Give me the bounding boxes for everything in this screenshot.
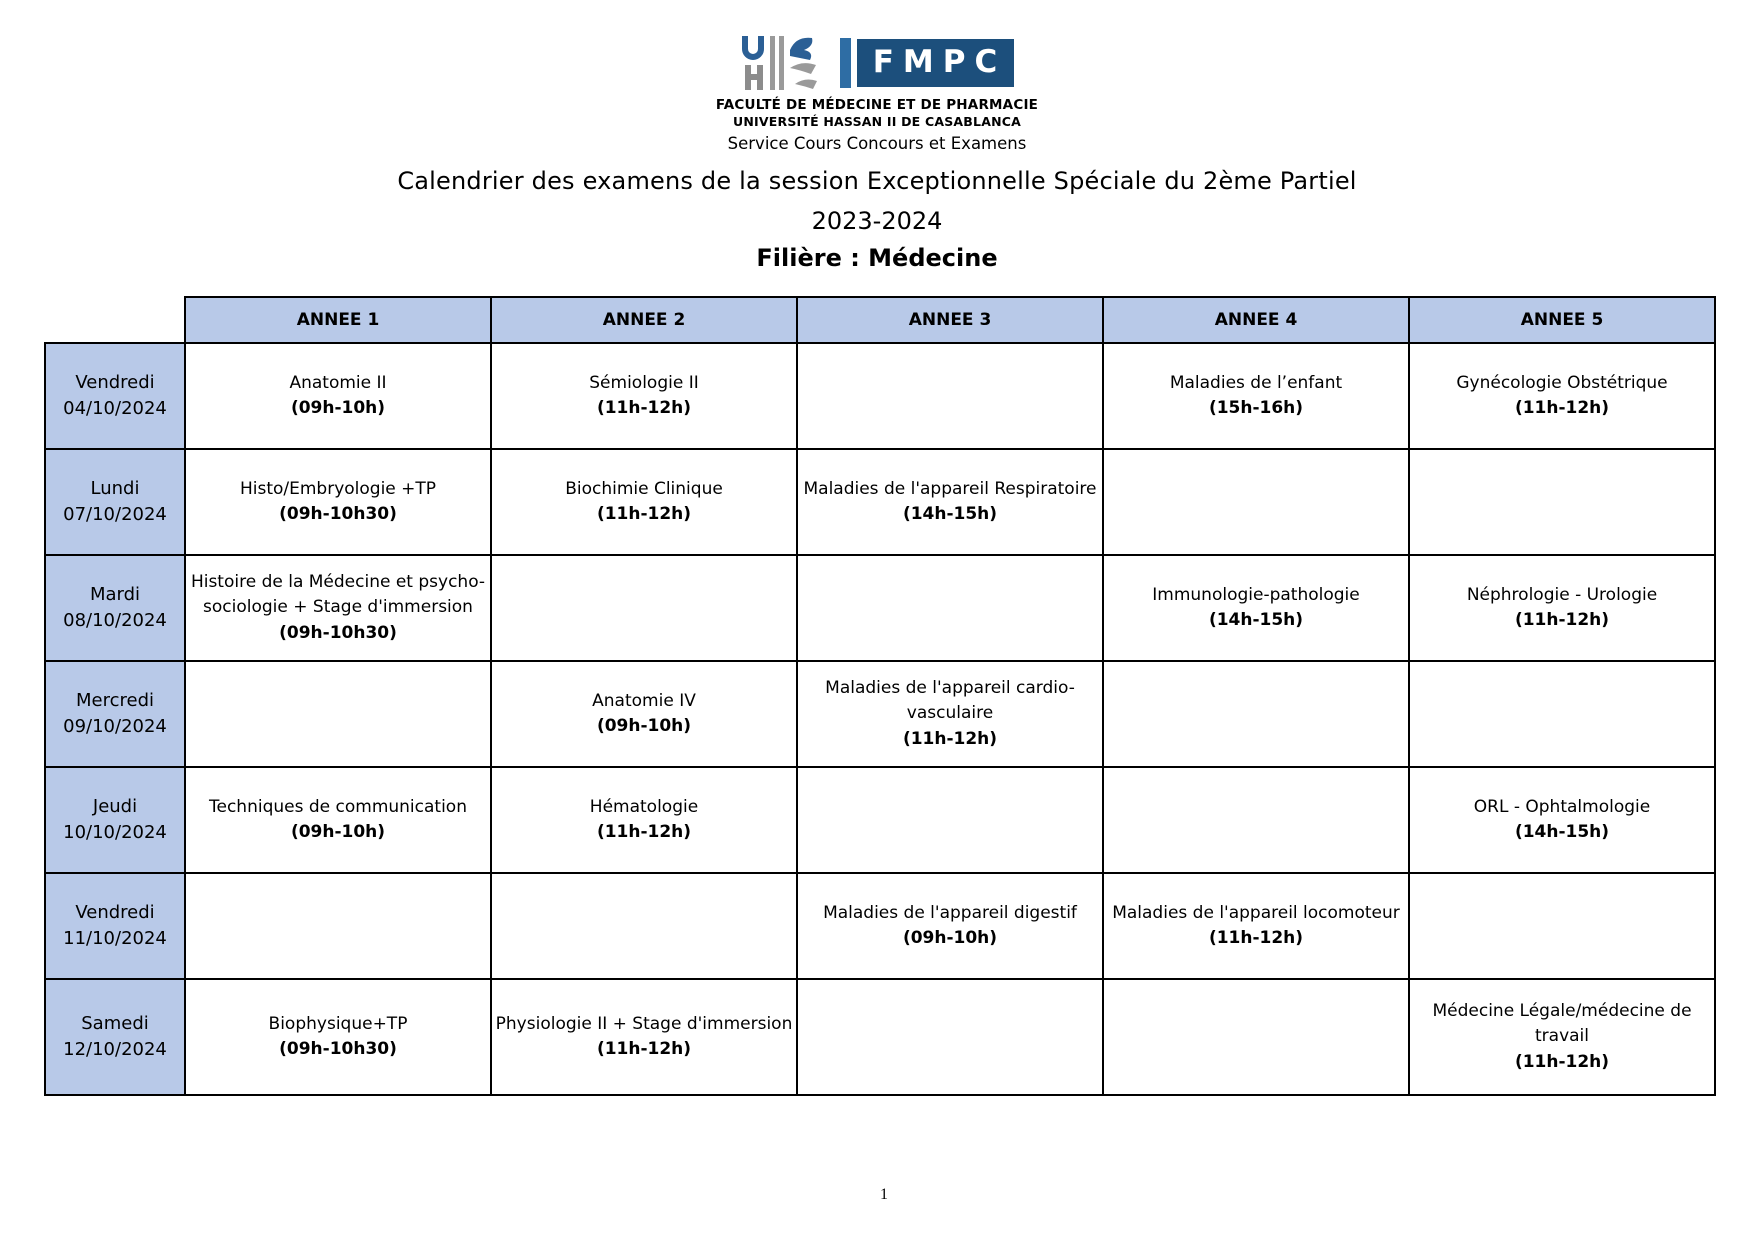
- exam-cell: [491, 767, 797, 873]
- logo-divider-bar: [840, 38, 851, 88]
- day-name: Mardi: [89, 583, 141, 605]
- day-name: Vendredi: [75, 901, 155, 923]
- course-name: Biochimie Clinique: [565, 478, 723, 499]
- exam-cell: [185, 767, 491, 873]
- exam-time: (11h-12h): [902, 728, 998, 749]
- table-header-row: [45, 297, 1715, 343]
- exam-time: (11h-12h): [1514, 610, 1610, 630]
- day-name: Lundi: [90, 477, 140, 499]
- exam-cell: [1409, 767, 1715, 873]
- empty-cell: [491, 555, 797, 661]
- empty-cell: [1103, 767, 1409, 873]
- day-date: 11/10/2024: [63, 928, 167, 949]
- course-name: Biophysique+TP: [268, 1013, 408, 1034]
- course-name: Maladies de l'appareil Respiratoire: [803, 478, 1097, 499]
- exam-cell: [185, 555, 491, 661]
- day-name: Jeudi: [92, 795, 138, 817]
- exam-cell: [797, 873, 1103, 979]
- exam-cell: [1103, 555, 1409, 661]
- exam-time: (14h-15h): [1514, 822, 1610, 842]
- course-name: Maladies de l'appareil locomoteur: [1112, 902, 1400, 923]
- university-name: UNIVERSITÉ HASSAN II DE CASABLANCA: [733, 114, 1021, 129]
- course-name: Maladies de l'appareil cardio-vasculaire: [825, 677, 1075, 724]
- day-cell: [45, 343, 185, 449]
- table-corner-cell: [45, 297, 185, 343]
- table-row: [45, 343, 1715, 449]
- day-cell: [45, 979, 185, 1095]
- empty-cell: [797, 979, 1103, 1095]
- exam-time: (11h-12h): [1514, 398, 1610, 418]
- exam-time: (15h-16h): [1208, 398, 1304, 418]
- exam-cell: [491, 343, 797, 449]
- empty-cell: [1409, 661, 1715, 767]
- empty-cell: [797, 767, 1103, 873]
- exam-time: (11h-12h): [596, 1039, 692, 1059]
- exam-cell: [1103, 343, 1409, 449]
- course-name: Néphrologie - Urologie: [1466, 584, 1658, 605]
- exam-time: (11h-12h): [596, 822, 692, 842]
- table-row: [45, 555, 1715, 661]
- exam-time: (11h-12h): [1514, 1051, 1610, 1072]
- exam-time: (09h-10h): [290, 398, 386, 418]
- table-row: [45, 767, 1715, 873]
- course-name: Immunologie-pathologie: [1152, 584, 1360, 605]
- empty-cell: [1409, 449, 1715, 555]
- day-name: Vendredi: [75, 371, 155, 393]
- filiere-label: Filière : Médecine: [756, 244, 998, 272]
- course-name: Physiologie II + Stage d'immersion: [495, 1013, 793, 1034]
- table-row: [45, 979, 1715, 1095]
- page-title: Calendrier des examens de la session Exceptionnelle Spéciale du 2ème Partiel: [397, 167, 1357, 195]
- exam-time: (14h-15h): [902, 504, 998, 524]
- day-cell: [45, 661, 185, 767]
- exam-cell: [1409, 979, 1715, 1095]
- document-header: [0, 0, 1754, 272]
- fmpc-logo-text: FMPC: [872, 43, 1007, 80]
- table-row: [45, 661, 1715, 767]
- course-name: ORL - Ophtalmologie: [1473, 796, 1651, 817]
- exam-time: (09h-10h30): [279, 504, 397, 524]
- empty-cell: [797, 555, 1103, 661]
- day-date: 08/10/2024: [63, 610, 167, 631]
- table-row: [45, 873, 1715, 979]
- empty-cell: [1409, 873, 1715, 979]
- day-date: 07/10/2024: [63, 504, 167, 525]
- empty-cell: [491, 873, 797, 979]
- exam-cell: [185, 979, 491, 1095]
- day-date: 10/10/2024: [63, 822, 167, 843]
- exam-time: (11h-12h): [596, 504, 692, 524]
- table-row: [45, 449, 1715, 555]
- page-number: 1: [880, 1186, 888, 1203]
- exam-time: (11h-12h): [596, 398, 692, 418]
- empty-cell: [185, 661, 491, 767]
- course-name: Médecine Légale/médecine de travail: [1432, 1000, 1692, 1047]
- course-name: Techniques de communication: [209, 796, 467, 817]
- exam-time: (09h-10h): [290, 822, 386, 842]
- day-date: 12/10/2024: [63, 1039, 167, 1060]
- exam-time: (09h-10h): [596, 716, 692, 736]
- day-name: Samedi: [81, 1012, 149, 1034]
- exam-cell: [185, 343, 491, 449]
- empty-cell: [185, 873, 491, 979]
- exam-time: (11h-12h): [1208, 928, 1304, 948]
- university-logo-mark-icon: [740, 34, 826, 92]
- column-header-annee-5: ANNEE 5: [1409, 297, 1715, 343]
- exam-cell: [1103, 873, 1409, 979]
- table-body: [45, 343, 1715, 1095]
- day-cell: [45, 449, 185, 555]
- service-name: Service Cours Concours et Examens: [727, 134, 1027, 153]
- course-name: Gynécologie Obstétrique: [1456, 372, 1668, 393]
- day-name: Mercredi: [75, 689, 154, 711]
- day-cell: [45, 873, 185, 979]
- column-header-annee-2: ANNEE 2: [491, 297, 797, 343]
- exam-cell: [491, 449, 797, 555]
- fmpc-logo-box: [857, 39, 1015, 87]
- day-date: 09/10/2024: [63, 716, 167, 737]
- exam-time: (14h-15h): [1208, 610, 1304, 630]
- exam-cell: [491, 661, 797, 767]
- column-header-annee-4: ANNEE 4: [1103, 297, 1409, 343]
- table-header: [45, 297, 1715, 343]
- academic-year: 2023-2024: [811, 207, 943, 235]
- column-header-annee-1: ANNEE 1: [185, 297, 491, 343]
- exam-cell: [1409, 555, 1715, 661]
- course-name: Histo/Embryologie +TP: [239, 478, 437, 499]
- exam-cell: [185, 449, 491, 555]
- exam-cell: [797, 449, 1103, 555]
- empty-cell: [1103, 449, 1409, 555]
- course-name: Anatomie IV: [592, 690, 696, 711]
- empty-cell: [1103, 661, 1409, 767]
- course-name: Histoire de la Médecine et psycho-sociologie + Stage d'immersion: [190, 571, 486, 618]
- course-name: Sémiologie II: [589, 372, 699, 393]
- empty-cell: [1103, 979, 1409, 1095]
- exam-cell: [797, 661, 1103, 767]
- exam-time: (09h-10h30): [279, 1039, 397, 1059]
- empty-cell: [797, 343, 1103, 449]
- day-cell: [45, 555, 185, 661]
- column-header-annee-3: ANNEE 3: [797, 297, 1103, 343]
- course-name: Maladies de l'appareil digestif: [823, 902, 1077, 923]
- fmpc-logo: [0, 34, 1754, 92]
- exam-time: (09h-10h): [902, 928, 998, 948]
- day-date: 04/10/2024: [63, 398, 167, 419]
- exam-schedule-table: [44, 296, 1716, 1096]
- course-name: Hématologie: [589, 796, 699, 817]
- course-name: Maladies de l’enfant: [1169, 372, 1343, 393]
- faculty-name: FACULTÉ DE MÉDECINE ET DE PHARMACIE: [715, 97, 1039, 113]
- course-name: Anatomie II: [289, 372, 387, 393]
- exam-time: (09h-10h30): [279, 622, 397, 643]
- day-cell: [45, 767, 185, 873]
- exam-cell: [1409, 343, 1715, 449]
- exam-cell: [491, 979, 797, 1095]
